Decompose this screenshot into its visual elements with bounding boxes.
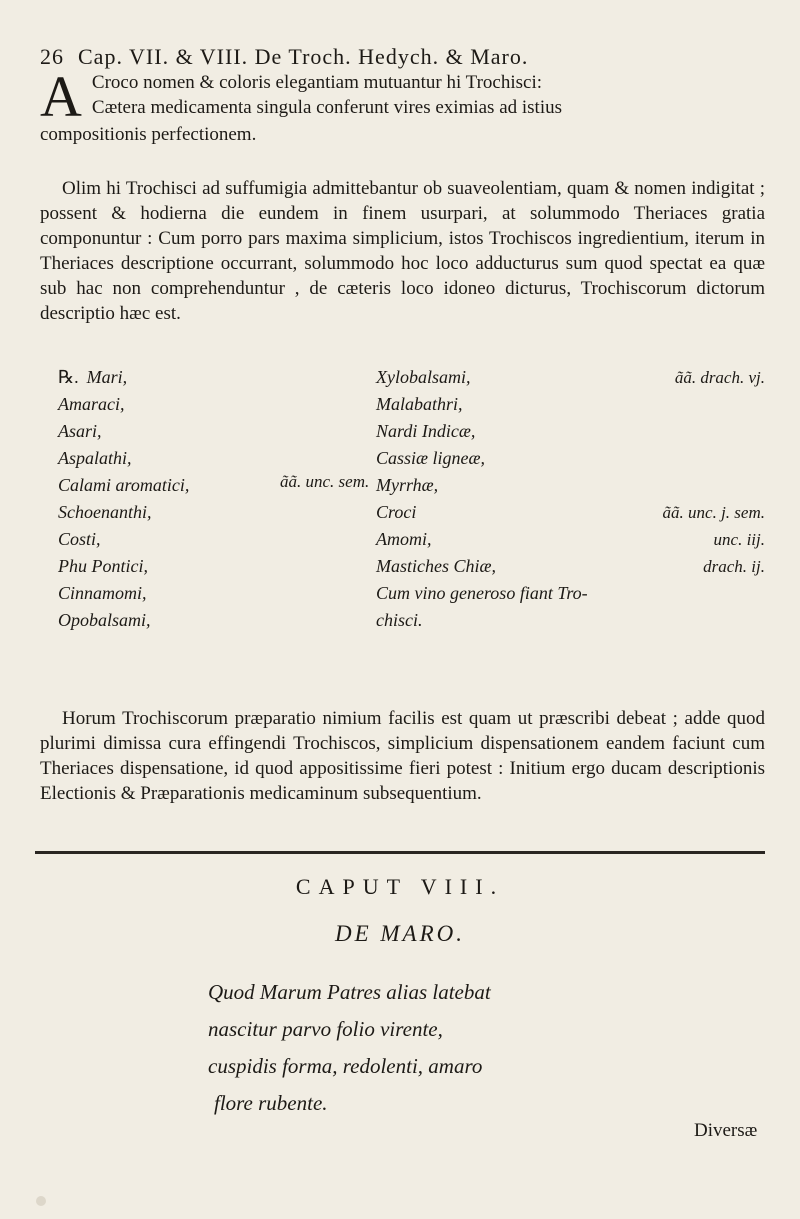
recipe-ingredient: Myrrhæ, <box>376 475 439 495</box>
recipe-ingredient: Cassiæ ligneæ, <box>376 448 486 468</box>
recipe-ingredient: Mastiches Chiæ, drach. ij. <box>376 553 771 580</box>
recipe-ingredient: Asari, <box>58 421 102 441</box>
recipe-ingredient: Malabathri, <box>376 394 463 414</box>
drop-cap: A <box>40 64 82 129</box>
verse-line: Quod Marum Patres alias latebat <box>208 980 491 1004</box>
recipe-instruction: Cum vino generoso fiant Tro- <box>376 583 588 603</box>
recipe-ingredient: Xylobalsami, ãã. drach. vj. <box>376 364 771 391</box>
recipe-ingredient: Amomi, unc. iij. <box>376 526 771 553</box>
paragraph-line: Cætera medicamenta singula conferunt vires eximias ad istius <box>91 97 563 118</box>
chapter-subtitle: DE MARO. <box>334 921 466 946</box>
recipe-ingredient: Cinnamomi, <box>58 583 147 603</box>
verse-line: nascitur parvo folio virente, <box>208 1017 443 1041</box>
recipe-ingredient: Costi, <box>58 529 101 549</box>
verse-block <box>208 974 728 1122</box>
recipe-ingredient: Amaraci, <box>58 394 125 414</box>
recipe-instruction: chisci. <box>376 610 423 630</box>
recipe-block <box>40 364 780 684</box>
foxing-spot <box>36 1196 46 1206</box>
catchword: Diversæ <box>694 1120 758 1141</box>
recipe-ingredient: Opobalsami, <box>58 610 151 630</box>
recipe-dose: unc. iij. <box>713 530 765 549</box>
recipe-left-column <box>58 364 268 634</box>
recipe-symbol: ℞. <box>58 367 79 387</box>
paragraph-intro <box>40 64 765 147</box>
recipe-ingredient: Calami aromatici, <box>58 475 190 495</box>
recipe-ingredient: Aspalathi, <box>58 448 132 468</box>
paragraph-history: Olim hi Trochisci ad suffumigia admittebantur ob suaveolentiam, quam & nomen indigitat ; possent & hodierna die eundem in finem usurpari, at solummodo Theriaces gratia componuntur : Cum porro pars maxima simplicium, istos Trochiscos ingredientium, iterum in Theriaces descriptione occurrant, solummodo hoc loco adducturus sum quod spectat ea quæ sub hac non comprehenduntur , de cæteris loco idoneo dicturus, Trochiscorum dictorum descriptio hæc est. <box>40 178 765 324</box>
recipe-dose: drach. ij. <box>703 557 765 576</box>
recipe-ingredient: Nardi Indicæ, <box>376 421 476 441</box>
chapter-title: CAPUT VIII. <box>295 874 505 899</box>
running-title: Cap. VII. & VIII. De Troch. Hedych. & Maro. <box>78 44 529 69</box>
paragraph-preparation: Horum Trochiscorum præparatio nimium facilis est quam ut præscribi debeat ; adde quod plurimi dimissa cura effingendi Trochiscos, simplicium dispensationem eandem faciunt cum Theriaces dispensatione, id quod appositissime fieri potest : Initium ergo ducam descriptionis Electionis & Præparationis medicaminum subsequentium. <box>40 708 765 804</box>
verse-line: flore rubente. <box>214 1091 328 1115</box>
recipe-dose: ãã. unc. j. sem. <box>662 503 765 522</box>
paragraph-line: Croco nomen & coloris elegantiam mutuantur hi Trochisci: <box>91 72 543 93</box>
recipe-ingredient: Schoenanthi, <box>58 502 152 522</box>
page-number: 26 <box>40 44 64 69</box>
running-header <box>40 44 770 70</box>
verse-line: cuspidis forma, redolenti, amaro <box>208 1054 483 1078</box>
recipe-ingredient: Croci ãã. unc. j. sem. <box>376 499 771 526</box>
recipe-dose: ãã. drach. vj. <box>674 368 765 387</box>
recipe-dose-left: ãã. unc. sem. <box>280 472 370 491</box>
recipe-ingredient: Phu Pontici, <box>58 556 148 576</box>
recipe-ingredient: ℞. Mari, <box>58 367 128 387</box>
section-divider <box>35 851 765 854</box>
paragraph-line: compositionis perfectionem. <box>40 124 257 145</box>
recipe-right-column <box>376 364 771 634</box>
